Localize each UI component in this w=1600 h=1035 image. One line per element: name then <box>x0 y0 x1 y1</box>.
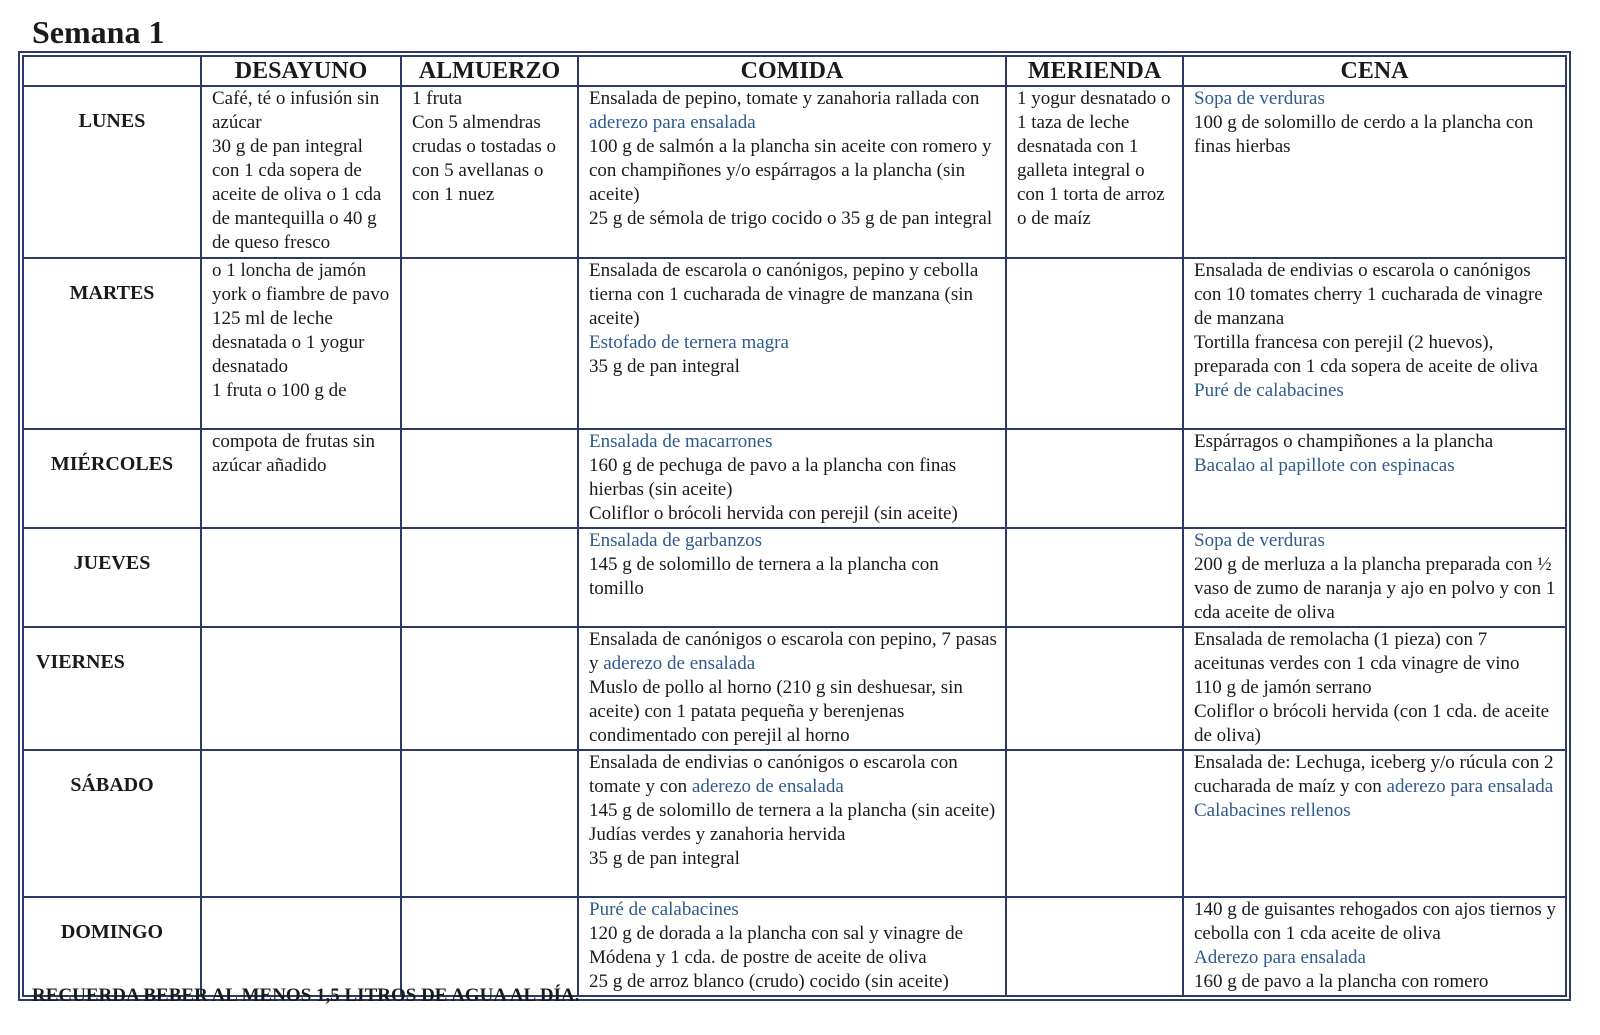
meal-line <box>1194 751 1557 799</box>
meal-text: Café, té o infusión sin azúcar <box>212 88 380 133</box>
table-row <box>23 750 1566 897</box>
meal-line <box>589 259 997 331</box>
meal-line <box>589 628 997 676</box>
comida-cell <box>578 528 1006 627</box>
day-label: SÁBADO <box>23 750 201 897</box>
column-header-day <box>23 56 201 86</box>
column-header-almuerzo: ALMUERZO <box>401 56 578 86</box>
desayuno-cell <box>201 429 401 528</box>
header-row <box>23 56 1566 86</box>
table-row <box>23 258 1566 429</box>
day-label: JUEVES <box>23 528 201 627</box>
almuerzo-cell <box>401 528 578 627</box>
table-row <box>23 627 1566 750</box>
merienda-cell <box>1006 897 1183 996</box>
merienda-cell <box>1006 86 1183 258</box>
meal-line <box>589 676 997 748</box>
comida-cell <box>578 258 1006 429</box>
day-label: DOMINGO <box>23 897 201 996</box>
meal-line <box>412 111 569 207</box>
day-label: MIÉRCOLES <box>23 429 201 528</box>
cena-cell <box>1183 627 1566 750</box>
recipe-link[interactable]: Bacalao al papillote con espinacas <box>1194 454 1455 476</box>
meal-text: Muslo de pollo al horno (210 g sin deshuesar, sin aceite) con 1 patata pequeña y berenjenas condimentado con perejil al horno <box>589 676 963 746</box>
meal-line <box>1194 628 1557 676</box>
column-header-cena: CENA <box>1183 56 1566 86</box>
desayuno-cell <box>201 528 401 627</box>
meal-text: 160 g de pavo a la plancha con romero <box>1194 970 1489 992</box>
meal-line <box>589 454 997 502</box>
meal-line <box>1194 259 1557 331</box>
comida-cell <box>578 429 1006 528</box>
meal-line <box>1194 430 1557 454</box>
meal-line <box>1194 946 1557 970</box>
meal-text: 25 g de sémola de trigo cocido o 35 g de pan integral <box>589 208 993 229</box>
cena-cell <box>1183 897 1566 996</box>
meal-line <box>589 847 997 871</box>
meal-line <box>1194 87 1557 111</box>
meal-text: Ensalada de: Lechuga, iceberg y/o rúcula con 2 cucharada de maíz y con <box>1194 752 1554 798</box>
recipe-link[interactable]: Estofado de ternera magra <box>589 331 789 353</box>
column-header-desayuno: DESAYUNO <box>201 56 401 86</box>
day-label: VIERNES <box>23 627 201 750</box>
meal-line <box>212 430 392 478</box>
meal-line <box>589 529 997 553</box>
comida-cell <box>578 86 1006 258</box>
meal-text: 25 g de arroz blanco (crudo) cocido (sin aceite) <box>589 970 949 992</box>
meal-line <box>412 87 569 111</box>
meal-line <box>1194 529 1557 553</box>
desayuno-cell <box>201 86 401 258</box>
meal-text: 35 g de pan integral <box>589 355 740 377</box>
meal-text: 145 g de solomillo de ternera a la plancha (sin aceite) <box>589 800 996 822</box>
merienda-cell <box>1006 258 1183 429</box>
cena-cell <box>1183 429 1566 528</box>
comida-cell <box>578 897 1006 996</box>
desayuno-cell <box>201 627 401 750</box>
meal-text: 100 g de solomillo de cerdo a la plancha con finas hierbas <box>1194 112 1534 157</box>
meal-text: Ensalada de endivias o escarola o canónigos con 10 tomates cherry 1 cucharada de vinagre de manzana <box>1194 259 1543 329</box>
meal-line <box>1194 676 1557 700</box>
meal-line <box>1194 799 1557 823</box>
page-title: Semana 1 <box>32 14 165 50</box>
cena-cell <box>1183 528 1566 627</box>
meal-line <box>1017 87 1174 231</box>
meal-line <box>212 135 392 255</box>
meal-text: Tortilla francesa con perejil (2 huevos), preparada con 1 cda sopera de aceite de oliva <box>1194 331 1538 377</box>
almuerzo-cell <box>401 627 578 750</box>
meal-line <box>589 898 997 922</box>
meal-text: 140 g de guisantes rehogados con ajos tiernos y cebolla con 1 cda aceite de oliva <box>1194 898 1556 944</box>
meal-line <box>589 751 997 799</box>
recipe-link[interactable]: Ensalada de macarrones <box>589 430 773 452</box>
meal-line <box>589 355 997 379</box>
meal-line <box>212 307 392 379</box>
merienda-cell <box>1006 750 1183 897</box>
meal-text: 160 g de pechuga de pavo a la plancha con finas hierbas (sin aceite) <box>589 454 957 500</box>
meal-text: 100 g de salmón a la plancha sin aceite con romero y con champiñones y/o espárragos a la plancha (sin aceite) <box>589 136 992 205</box>
cena-cell <box>1183 258 1566 429</box>
meal-text: Ensalada de escarola o canónigos, pepino y cebolla tierna con 1 cucharada de vinagre de manzana (sin aceite) <box>589 259 979 329</box>
meal-line <box>589 553 997 601</box>
meal-text: 110 g de jamón serrano <box>1194 676 1372 698</box>
recipe-link[interactable]: Calabacines rellenos <box>1194 800 1351 822</box>
merienda-cell <box>1006 429 1183 528</box>
recipe-link[interactable]: Puré de calabacines <box>1194 379 1344 401</box>
meal-line <box>589 922 997 970</box>
meal-line <box>589 823 997 847</box>
meal-text: 30 g de pan integral con 1 cda sopera de aceite de oliva o 1 cda de mantequilla o 40 g de queso fresco <box>212 136 382 253</box>
recipe-link[interactable]: aderezo de ensalada <box>603 652 756 674</box>
meal-text: 120 g de dorada a la plancha con sal y vinagre de Módena y 1 cda. de postre de aceite de oliva <box>589 922 964 968</box>
meal-text: 35 g de pan integral <box>589 848 740 870</box>
meal-line <box>1194 700 1557 748</box>
meal-line <box>1194 331 1557 379</box>
menu-table-frame <box>18 51 1571 1001</box>
cena-cell <box>1183 86 1566 258</box>
meal-line <box>589 430 997 454</box>
meal-text: Ensalada de remolacha (1 pieza) con 7 aceitunas verdes con 1 cda vinagre de vino <box>1194 628 1520 674</box>
meal-line <box>589 207 997 231</box>
weekly-menu-table <box>22 55 1567 997</box>
meal-text: Con 5 almendras crudas o tostadas o con 5 avellanas o con 1 nuez <box>412 112 557 205</box>
almuerzo-cell <box>401 258 578 429</box>
meal-text: 200 g de merluza a la plancha preparada con ½ vaso de zumo de naranja y ajo en polvo y con 1 cda aceite de oliva <box>1194 553 1556 623</box>
recipe-link[interactable]: Sopa de verduras <box>1194 88 1325 109</box>
recipe-link[interactable]: Ensalada de garbanzos <box>589 529 763 551</box>
recipe-link[interactable]: Aderezo para ensalada <box>1194 946 1366 968</box>
meal-line <box>589 135 997 207</box>
meal-line <box>212 379 392 403</box>
meal-line <box>589 970 997 994</box>
comida-cell <box>578 750 1006 897</box>
meal-text: Ensalada de endivias o canónigos o escarola con tomate y con <box>589 752 958 798</box>
meal-line <box>212 87 392 135</box>
column-header-merienda: MERIENDA <box>1006 56 1183 86</box>
cena-cell <box>1183 750 1566 897</box>
recipe-link[interactable]: Puré de calabacines <box>589 898 739 920</box>
table-row <box>23 897 1566 996</box>
meal-line <box>589 331 997 355</box>
meal-line <box>1194 111 1557 159</box>
column-header-comida: COMIDA <box>578 56 1006 86</box>
meal-text: Judías verdes y zanahoria hervida <box>589 824 846 846</box>
merienda-cell <box>1006 528 1183 627</box>
meal-text: Coliflor o brócoli hervida con perejil (sin aceite) <box>589 502 958 524</box>
table-row <box>23 86 1566 258</box>
meal-line <box>1194 454 1557 478</box>
meal-text: Espárragos o champiñones a la plancha <box>1194 430 1494 452</box>
table-row <box>23 429 1566 528</box>
meal-text: 1 fruta <box>412 88 463 109</box>
table-row <box>23 528 1566 627</box>
meal-line <box>1194 379 1557 403</box>
meal-text: o 1 loncha de jamón york o fiambre de pavo <box>212 259 390 305</box>
meal-text: 1 fruta o 100 g de <box>212 379 347 401</box>
meal-line <box>589 87 997 135</box>
desayuno-cell <box>201 897 401 996</box>
meal-line <box>212 259 392 307</box>
menu-table-body <box>23 86 1566 996</box>
meal-line <box>1194 970 1557 994</box>
almuerzo-cell <box>401 897 578 996</box>
meal-text: Ensalada de canónigos o escarola con pepino, 7 pasas y <box>589 628 997 674</box>
desayuno-cell <box>201 750 401 897</box>
meal-line <box>1194 898 1557 946</box>
meal-text: Coliflor o brócoli hervida (con 1 cda. de aceite de oliva) <box>1194 700 1550 746</box>
almuerzo-cell <box>401 750 578 897</box>
meal-line <box>589 799 997 823</box>
recipe-link[interactable]: aderezo de ensalada <box>691 776 844 798</box>
day-label: MARTES <box>23 258 201 429</box>
meal-line <box>1194 553 1557 625</box>
meal-text: compota de frutas sin azúcar añadido <box>212 430 376 476</box>
meal-text: 1 yogur desnatado o 1 taza de leche desnatada con 1 galleta integral o con 1 torta de arroz o de maíz <box>1017 88 1171 229</box>
meal-text: 145 g de solomillo de ternera a la plancha con tomillo <box>589 553 939 599</box>
recipe-link[interactable]: aderezo para ensalada <box>589 112 756 133</box>
recipe-link[interactable]: Sopa de verduras <box>1194 529 1325 551</box>
meal-text: Ensalada de pepino, tomate y zanahoria rallada con <box>589 88 980 109</box>
meal-line <box>589 502 997 526</box>
recipe-link[interactable]: aderezo para ensalada <box>1386 776 1554 798</box>
day-label: LUNES <box>23 86 201 258</box>
merienda-cell <box>1006 627 1183 750</box>
meal-text: 125 ml de leche desnatada o 1 yogur desnatado <box>212 307 365 377</box>
almuerzo-cell <box>401 86 578 258</box>
comida-cell <box>578 627 1006 750</box>
almuerzo-cell <box>401 429 578 528</box>
desayuno-cell <box>201 258 401 429</box>
water-reminder: RECUERDA BEBER AL MENOS 1,5 LITROS DE AGUA AL DÍA. <box>32 985 580 1006</box>
